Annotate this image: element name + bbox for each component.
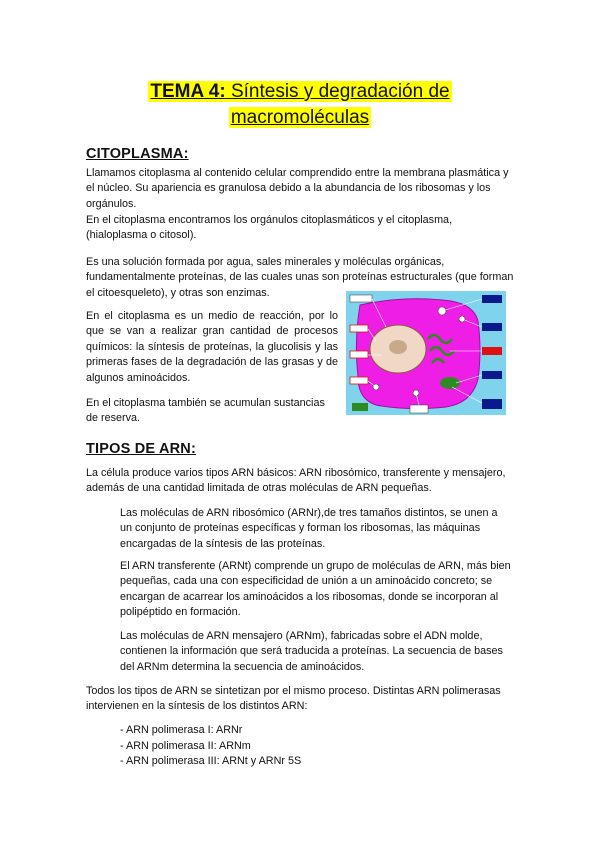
heading-tipos-arn: TIPOS DE ARN: <box>86 441 197 457</box>
polimerasas-list <box>120 723 301 770</box>
paragraph-solucion: Es una solución formada por agua, sales minerales y moléculas orgánicas, fundamentalmente proteínas, de las cuales unas son proteínas estructurales (que forman el citoesqueleto), y otras son enzimas. <box>86 256 514 299</box>
title-main: Síntesis y degradación de <box>225 81 450 102</box>
page-title-line-2 <box>0 106 600 130</box>
paragraph-medio-reaccion: En el citoplasma es un medio de reacción, por lo que se van a realizar gran cantidad de procesos químicos: la síntesis de proteínas, la glucolisis y las primeras fases de la degradación de las grasas y de algunos aminoácidos. <box>86 310 338 384</box>
title-prefix: TEMA 4: <box>150 81 226 102</box>
paragraph-arn-transferente: El ARN transferente (ARNt) comprende un grupo de moléculas de ARN, más bien pequeñas, cada una con especificidad de unión a un aminoácido concreto; se encargan de acarrear los aminoácidos a los ribosomas, donde se incorporan al polipéptido en formación. <box>120 560 511 619</box>
paragraph-polimerasas-intro: Todos los tipos de ARN se sintetizan por el mismo proceso. Distintas ARN polimerasas intervienen en la síntesis de los distintos ARN: <box>86 685 501 713</box>
list-item: - ARN polimerasa I: ARNr <box>120 724 243 736</box>
title-second-line: macromoléculas <box>230 107 370 128</box>
paragraph-arn-mensajero: Las moléculas de ARN mensajero (ARNm), fabricadas sobre el ADN molde, contienen la información que será traducida a proteínas. La secuencia de bases del ARNm determina la secuencia de aminoácidos. <box>120 630 503 673</box>
paragraph-citoplasma-organulos: En el citoplasma encontramos los orgánulos citoplasmáticos y el citoplasma, (hialoplasma o citosol). <box>86 214 453 242</box>
list-item: - ARN polimerasa III: ARNt y ARNr 5S <box>120 755 302 768</box>
list-item: - ARN polimerasa II: ARNm <box>120 739 251 752</box>
paragraph-tipos-arn: La célula produce varios tipos ARN básicos: ARN ribosómico, transferente y mensajero, además de una cantidad limitada de otras moléculas de ARN pequeñas. <box>86 467 506 495</box>
paragraph-reserva: En el citoplasma también se acumulan sustancias de reserva. <box>86 397 325 425</box>
page-title-line-1 <box>0 80 600 104</box>
nucleolus-shape <box>389 340 407 354</box>
cell-diagram-image <box>346 291 506 415</box>
paragraph-citoplasma-intro: Llamamos citoplasma al contenido celular comprendido entre la membrana plasmática y el núcleo. Su apariencia es granulosa debido a la abundancia de los ribosomas y los orgánulos. <box>86 167 509 210</box>
paragraph-arn-ribosomico: Las moléculas de ARN ribosómico (ARNr),de tres tamaños distintos, se unen a un conjunto de proteínas específicas y forman los ribosomas, las máquinas encargadas de la síntesis de las proteínas. <box>120 507 498 550</box>
heading-citoplasma: CITOPLASMA: <box>86 146 189 162</box>
